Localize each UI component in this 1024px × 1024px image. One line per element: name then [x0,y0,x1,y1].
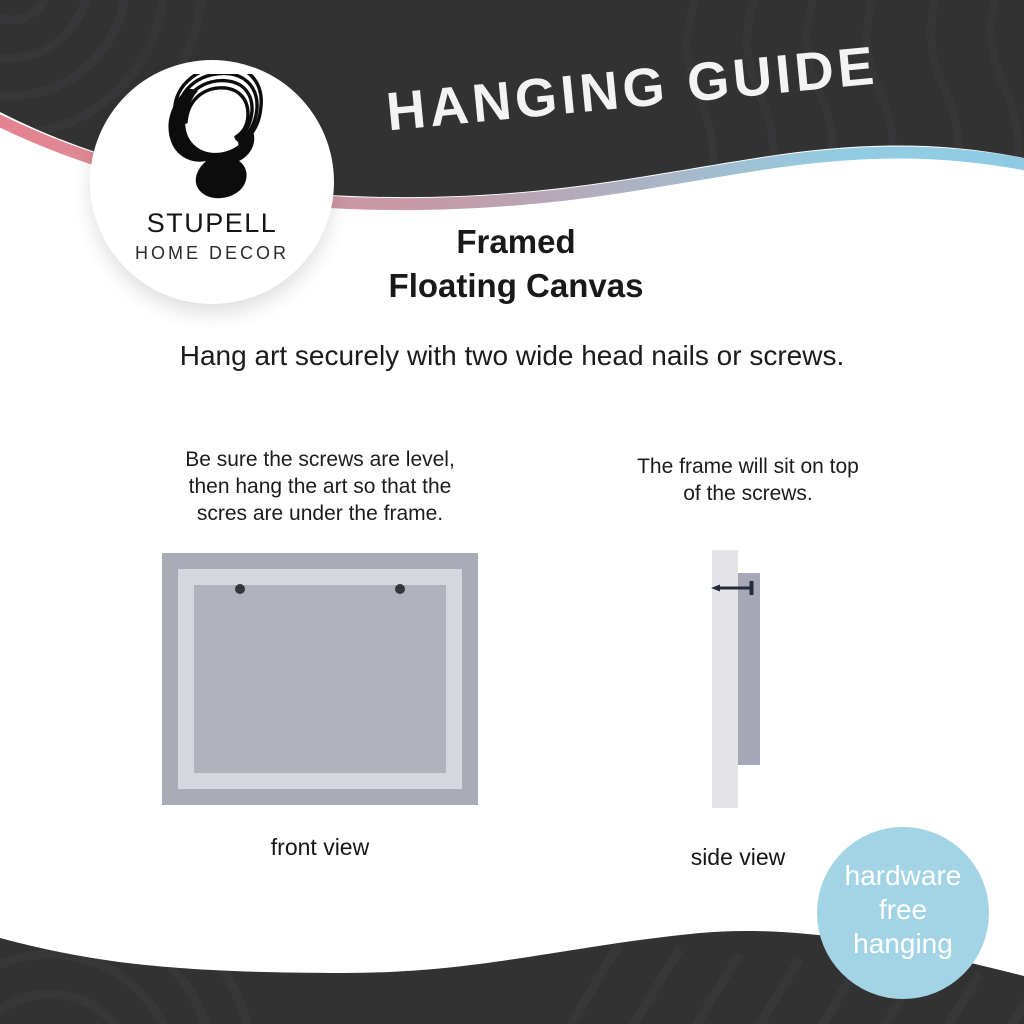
side-step-text [568,453,928,507]
brand-logo-badge [90,60,334,304]
front-view-caption: front view [270,834,370,860]
stupell-swoosh-icon [156,74,270,200]
nail-icon [710,578,760,598]
badge-line2: free [878,894,928,925]
product-title-line2: Floating Canvas [388,267,644,304]
front-step-line2: then hang the art so that the [188,475,452,498]
hardware-free-badge-text [817,827,989,961]
front-view-diagram [162,553,478,805]
front-step-text [120,446,520,527]
side-step-line2: of the screws. [683,482,813,505]
product-title-line1: Framed [456,223,576,260]
instruction-text: Hang art securely with two wide head nails or screws. [179,340,845,371]
screw-icon-left [235,584,245,594]
brand-name: STUPELL [146,208,278,238]
screw-icon-right [395,584,405,594]
product-title [266,220,766,308]
hardware-free-badge [817,827,989,999]
front-view-canvas [194,585,446,773]
badge-line1: hardware [844,860,962,891]
side-step-line1: The frame will sit on top [637,455,859,478]
front-step-line3: scres are under the frame. [196,502,444,525]
brand-tagline: HOME DECOR [134,243,289,263]
side-view-canvas-bar [738,573,760,765]
badge-line3: hanging [853,928,953,959]
side-view-caption: side view [690,844,786,870]
front-step-line1: Be sure the screws are level, [185,448,455,471]
page-title: HANGING GUIDE [383,35,881,143]
